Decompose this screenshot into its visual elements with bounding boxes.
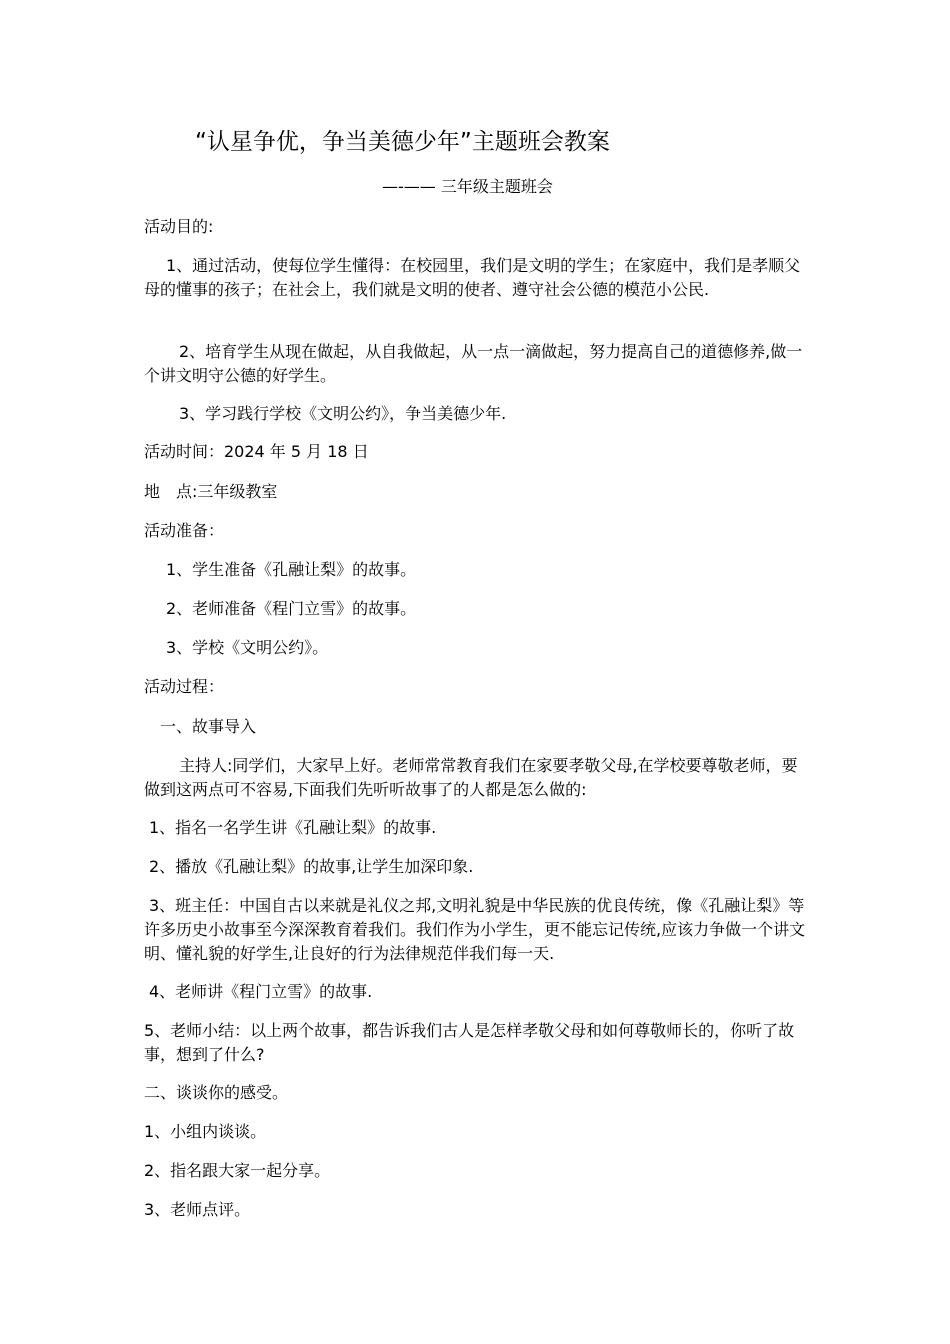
purpose-item-3: 3、学习践行学校《文明公约》，争当美德少年. — [179, 404, 507, 423]
share-item-2: 2、指名跟大家一起分享。 — [144, 1161, 331, 1180]
process-step-2: 2、播放《孔融让梨》的故事,让学生加深印象. — [149, 857, 474, 876]
section-heading-feelings: 二、谈谈你的感受。 — [144, 1083, 289, 1102]
process-heading: 活动过程： — [144, 677, 225, 696]
document-title: “认星争优，争当美德少年”主题班会教案 — [195, 129, 610, 155]
section-heading-story: 一、故事导入 — [160, 717, 257, 736]
prep-item-2: 2、老师准备《程门立雪》的故事。 — [166, 599, 417, 618]
process-step-3: 3、班主任：中国自古以来就是礼仪之邦,文明礼貌是中华民族的优良传统，像《孔融让梨》等许多历史小故事至今深深教育着我们。我们作为小学生，更不能忘记传统,应该力争做一个讲文明、懂礼貌的好学生,让良好的行为法律规范伴我们每一天. — [144, 896, 806, 963]
purpose-item-1: 1、通过活动，使每位学生懂得：在校园里，我们是文明的学生；在家庭中，我们是孝顺父母的懂事的孩子；在社会上，我们就是文明的使者、遵守社会公德的模范小公民. — [144, 256, 801, 299]
activity-time: 活动时间：2024 年 5 月 18 日 — [144, 442, 369, 461]
share-item-1: 1、小组内谈谈。 — [144, 1122, 267, 1141]
share-item-3: 3、老师点评。 — [144, 1200, 251, 1219]
purpose-heading: 活动目的: — [144, 217, 214, 236]
process-step-4: 4、老师讲《程门立雪》的故事. — [149, 982, 373, 1001]
prep-item-3: 3、学校《文明公约》。 — [166, 638, 329, 657]
prep-item-1: 1、学生准备《孔融让梨》的故事。 — [166, 560, 417, 579]
document-subtitle: —-—— 三年级主题班会 — [382, 177, 553, 196]
purpose-item-2: 2、培育学生从现在做起，从自我做起，从一点一滴做起，努力提高自己的道德修养,做一个讲文明守公德的好学生。 — [144, 342, 803, 385]
host-paragraph: 主持人:同学们，大家早上好。老师常常教育我们在家要孝敬父母,在学校要尊敬老师，要做到这两点可不容易,下面我们先听听故事了的人都是怎么做的: — [144, 756, 798, 799]
process-step-1: 1、指名一名学生讲《孔融让梨》的故事. — [149, 818, 437, 837]
process-step-5: 5、老师小结：以上两个故事，都告诉我们古人是怎样孝敬父母和如何尊敬师长的，你听了故事，想到了什么? — [144, 1021, 795, 1064]
activity-place: 地 点:三年级教室 — [144, 482, 278, 501]
prep-heading: 活动准备： — [144, 521, 225, 540]
